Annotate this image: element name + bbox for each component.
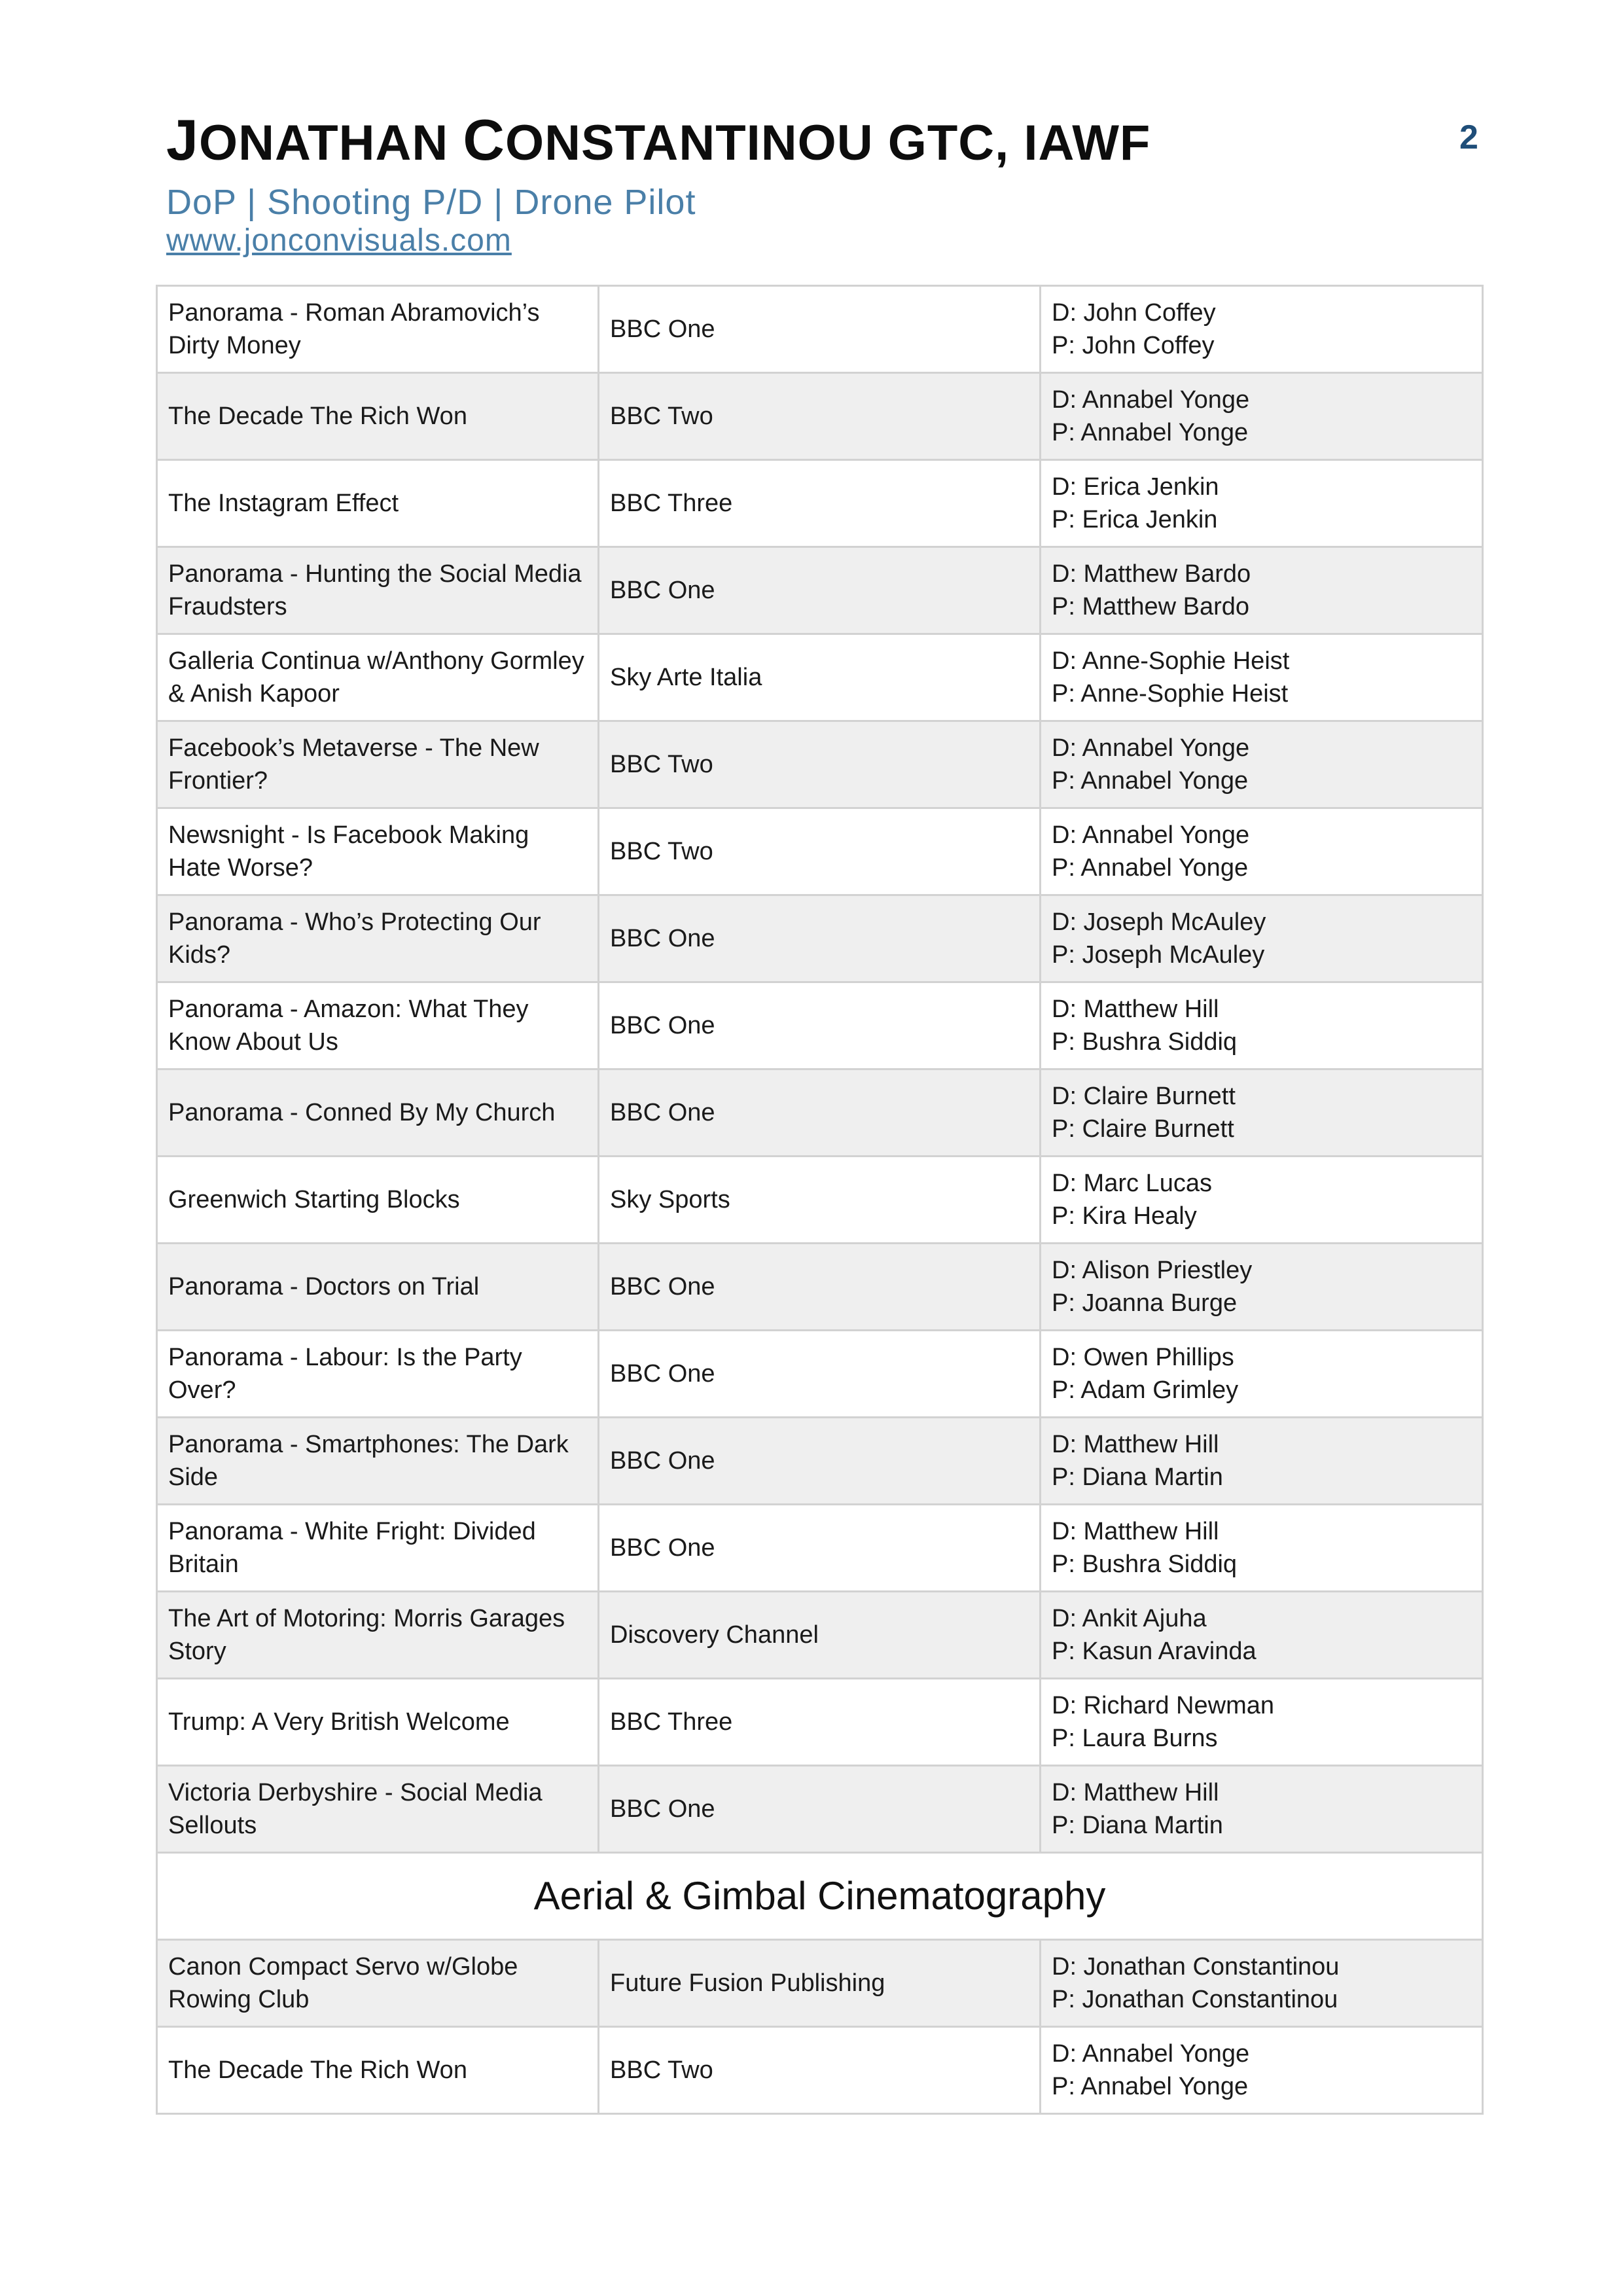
- page-header: [166, 107, 1482, 172]
- table-row: [157, 373, 1483, 460]
- director-credit: D: Erica Jenkin: [1052, 473, 1219, 501]
- program-title: Greenwich Starting Blocks: [157, 1157, 599, 1244]
- director-credit: D: Matthew Hill: [1052, 1779, 1219, 1806]
- section-title: Aerial & Gimbal Cinematography: [157, 1853, 1483, 1940]
- credits-cell: [1041, 1679, 1483, 1766]
- table-row: [157, 982, 1483, 1069]
- channel: BBC One: [599, 1069, 1041, 1157]
- producer-credit: P: Diana Martin: [1052, 1812, 1223, 1839]
- table-row: [157, 721, 1483, 808]
- channel: BBC One: [599, 1418, 1041, 1505]
- channel: BBC Two: [599, 721, 1041, 808]
- table-row: [157, 1505, 1483, 1592]
- producer-credit: P: Bushra Siddiq: [1052, 1028, 1238, 1056]
- table-row: [157, 1157, 1483, 1244]
- director-credit: D: Joseph McAuley: [1052, 908, 1266, 936]
- credits-cell: [1041, 895, 1483, 982]
- program-title: Panorama - Roman Abramovich’s Dirty Money: [157, 286, 599, 373]
- credits-cell: [1041, 721, 1483, 808]
- program-title: Victoria Derbyshire - Social Media Sellouts: [157, 1766, 599, 1853]
- program-title: Panorama - Conned By My Church: [157, 1069, 599, 1157]
- credits-cell: [1041, 634, 1483, 721]
- channel: BBC One: [599, 1331, 1041, 1418]
- producer-credit: P: Matthew Bardo: [1052, 593, 1250, 620]
- producer-credit: P: Annabel Yonge: [1052, 767, 1249, 795]
- credits-cell: [1041, 1157, 1483, 1244]
- table-row: [157, 460, 1483, 547]
- table-row: [157, 547, 1483, 634]
- director-credit: D: Matthew Hill: [1052, 996, 1219, 1023]
- producer-credit: P: Joanna Burge: [1052, 1289, 1238, 1317]
- program-title: Panorama - Smartphones: The Dark Side: [157, 1418, 599, 1505]
- channel: BBC One: [599, 1766, 1041, 1853]
- credits-cell: [1041, 1766, 1483, 1853]
- credits-cell: [1041, 547, 1483, 634]
- tagline: DoP | Shooting P/D | Drone Pilot: [166, 183, 696, 222]
- director-credit: D: Richard Newman: [1052, 1692, 1274, 1719]
- credits-cell: [1041, 1592, 1483, 1679]
- credits-cell: [1041, 286, 1483, 373]
- table-row: [157, 1679, 1483, 1766]
- credits-cell: [1041, 1418, 1483, 1505]
- director-credit: D: Ankit Ajuha: [1052, 1605, 1207, 1632]
- producer-credit: P: Jonathan Constantinou: [1052, 1986, 1338, 2013]
- director-credit: D: Matthew Hill: [1052, 1431, 1219, 1458]
- channel: BBC One: [599, 1505, 1041, 1592]
- table-row: [157, 1766, 1483, 1853]
- program-title: Trump: A Very British Welcome: [157, 1679, 599, 1766]
- producer-credit: P: Claire Burnett: [1052, 1115, 1234, 1143]
- credits-cell: [1041, 460, 1483, 547]
- producer-credit: P: Kira Healy: [1052, 1202, 1197, 1230]
- program-title: Newsnight - Is Facebook Making Hate Worse?: [157, 808, 599, 895]
- producer-credit: P: Erica Jenkin: [1052, 506, 1218, 533]
- program-title: Panorama - Amazon: What They Know About Us: [157, 982, 599, 1069]
- program-title: The Decade The Rich Won: [157, 373, 599, 460]
- website-link[interactable]: www.jonconvisuals.com: [166, 223, 512, 258]
- program-title: The Art of Motoring: Morris Garages Story: [157, 1592, 599, 1679]
- producer-credit: P: Joseph McAuley: [1052, 941, 1265, 969]
- program-title: Panorama - Labour: Is the Party Over?: [157, 1331, 599, 1418]
- section-header-row: [157, 1853, 1483, 1940]
- producer-credit: P: Kasun Aravinda: [1052, 1638, 1257, 1665]
- person-name: JONATHAN CONSTANTINOU GTC, IAWF: [166, 107, 1151, 172]
- program-title: Panorama - Doctors on Trial: [157, 1244, 599, 1331]
- channel: Future Fusion Publishing: [599, 1940, 1041, 2027]
- director-credit: D: Marc Lucas: [1052, 1170, 1212, 1197]
- credits-cell: [1041, 808, 1483, 895]
- channel: BBC Two: [599, 808, 1041, 895]
- director-credit: D: Annabel Yonge: [1052, 734, 1250, 762]
- channel: BBC Three: [599, 460, 1041, 547]
- table-row: [157, 2027, 1483, 2114]
- producer-credit: P: Laura Burns: [1052, 1725, 1218, 1752]
- producer-credit: P: Annabel Yonge: [1052, 854, 1249, 882]
- channel: BBC One: [599, 547, 1041, 634]
- director-credit: D: Annabel Yonge: [1052, 2040, 1250, 2068]
- program-title: Facebook’s Metaverse - The New Frontier?: [157, 721, 599, 808]
- producer-credit: P: Adam Grimley: [1052, 1376, 1239, 1404]
- credits-cell: [1041, 982, 1483, 1069]
- channel: BBC Three: [599, 1679, 1041, 1766]
- page-number: 2: [1459, 118, 1478, 156]
- director-credit: D: Matthew Hill: [1052, 1518, 1219, 1545]
- channel: Discovery Channel: [599, 1592, 1041, 1679]
- channel: BBC One: [599, 1244, 1041, 1331]
- director-credit: D: Annabel Yonge: [1052, 386, 1250, 414]
- table-row: [157, 1940, 1483, 2027]
- program-title: Panorama - White Fright: Divided Britain: [157, 1505, 599, 1592]
- program-title: The Decade The Rich Won: [157, 2027, 599, 2114]
- producer-credit: P: Bushra Siddiq: [1052, 1551, 1238, 1578]
- program-title: Canon Compact Servo w/Globe Rowing Club: [157, 1940, 599, 2027]
- producer-credit: P: John Coffey: [1052, 332, 1215, 359]
- program-title: Galleria Continua w/Anthony Gormley & Anish Kapoor: [157, 634, 599, 721]
- credits-cell: [1041, 1244, 1483, 1331]
- table-row: [157, 1592, 1483, 1679]
- channel: BBC Two: [599, 2027, 1041, 2114]
- table-row: [157, 1331, 1483, 1418]
- channel: Sky Sports: [599, 1157, 1041, 1244]
- table-row: [157, 1069, 1483, 1157]
- director-credit: D: Jonathan Constantinou: [1052, 1953, 1340, 1981]
- channel: BBC One: [599, 286, 1041, 373]
- producer-credit: P: Anne-Sophie Heist: [1052, 680, 1289, 708]
- director-credit: D: Alison Priestley: [1052, 1257, 1253, 1284]
- credits-cell: [1041, 1069, 1483, 1157]
- director-credit: D: Owen Phillips: [1052, 1344, 1234, 1371]
- program-title: Panorama - Hunting the Social Media Fraudsters: [157, 547, 599, 634]
- director-credit: D: Anne-Sophie Heist: [1052, 647, 1290, 675]
- channel: BBC Two: [599, 373, 1041, 460]
- director-credit: D: Matthew Bardo: [1052, 560, 1251, 588]
- table-row: [157, 1244, 1483, 1331]
- channel: BBC One: [599, 895, 1041, 982]
- producer-credit: P: Annabel Yonge: [1052, 2073, 1249, 2100]
- channel: BBC One: [599, 982, 1041, 1069]
- table-row: [157, 634, 1483, 721]
- credits-cell: [1041, 2027, 1483, 2114]
- table-row: [157, 808, 1483, 895]
- credits-cell: [1041, 373, 1483, 460]
- producer-credit: P: Annabel Yonge: [1052, 419, 1249, 446]
- producer-credit: P: Diana Martin: [1052, 1463, 1223, 1491]
- director-credit: D: Claire Burnett: [1052, 1083, 1236, 1110]
- director-credit: D: Annabel Yonge: [1052, 821, 1250, 849]
- director-credit: D: John Coffey: [1052, 299, 1216, 327]
- table-row: [157, 1418, 1483, 1505]
- program-title: The Instagram Effect: [157, 460, 599, 547]
- table-row: [157, 895, 1483, 982]
- credits-cell: [1041, 1331, 1483, 1418]
- credits-cell: [1041, 1940, 1483, 2027]
- credits-table: [156, 285, 1484, 2115]
- credits-cell: [1041, 1505, 1483, 1592]
- program-title: Panorama - Who’s Protecting Our Kids?: [157, 895, 599, 982]
- channel: Sky Arte Italia: [599, 634, 1041, 721]
- table-row: [157, 286, 1483, 373]
